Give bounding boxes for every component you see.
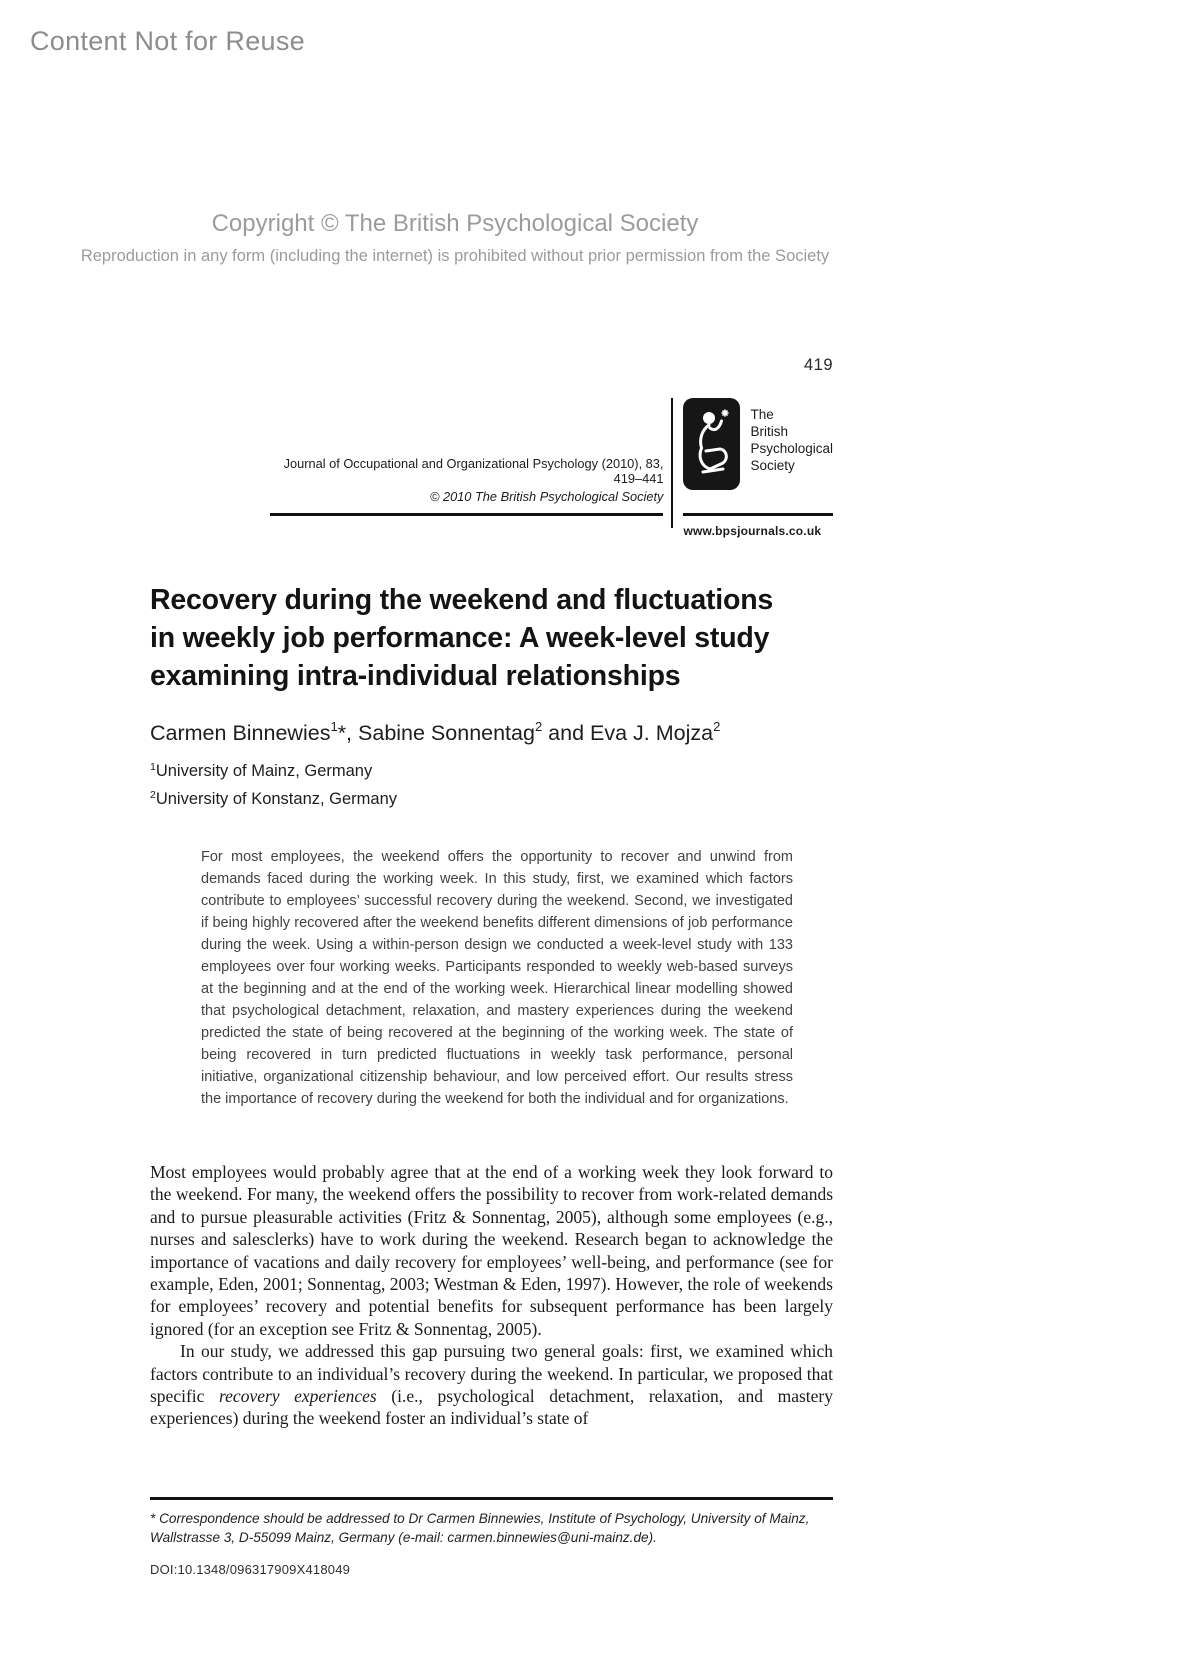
society-name <box>750 398 833 513</box>
watermark-text: Content Not for Reuse <box>30 26 305 56</box>
copyright-banner <box>0 210 910 266</box>
journal-citation-block <box>270 398 663 516</box>
author-name: Eva J. Mojza <box>590 721 714 745</box>
author-separator: and <box>542 721 591 745</box>
journal-citation: Journal of Occupational and Organizational Psychology (2010), 83, 419–441 <box>283 456 664 486</box>
title-line: in weekly job performance: A week-level study <box>150 622 770 654</box>
title-line: Recovery during the weekend and fluctuations <box>150 584 774 616</box>
affiliation-text: University of Mainz, Germany <box>155 762 373 780</box>
body-paragraph <box>150 1340 833 1430</box>
copyright-line: Copyright © The British Psychological Society <box>211 210 699 237</box>
publisher-website: www.bpsjournals.co.uk <box>683 524 822 538</box>
title-line: examining intra-individual relationships <box>150 660 681 692</box>
author-list <box>150 721 720 746</box>
author-name: Carmen Binnewies <box>150 721 331 745</box>
affiliation-line <box>150 758 397 786</box>
article-body <box>150 1161 833 1430</box>
paragraph-emphasis: recovery experiences <box>219 1386 377 1407</box>
reproduction-notice: Reproduction in any form (including the internet) is prohibited without prior permission from the Society <box>80 247 830 265</box>
author-name: Sabine Sonnentag <box>358 721 535 745</box>
publisher-block <box>673 398 833 538</box>
affiliations <box>150 758 397 814</box>
journal-header <box>270 398 833 538</box>
abstract: For most employees, the weekend offers the opportunity to recover and unwind from demands faced during the working week. In this study, first, we examined which factors contribute to employees’ successful recovery during the weekend. Second, we investigated if being highly recovered after the weekend benefits different dimensions of job performance during the week. Using a within-person design we conducted a week-level study with 133 employees over four working weeks. Participants responded to weekly web-based surveys at the beginning and at the end of the working week. Hierarchical linear modelling showed that psychological detachment, relaxation, and mastery experiences during the weekend predicted the state of being recovered at the beginning of the working week. The state of being recovered in turn predicted fluctuations in weekly task performance, personal initiative, organizational citizenship behaviour, and low perceived effort. Our results stress the importance of recovery during the weekend for both the individual and for organizations. <box>201 849 793 1107</box>
affiliation-line <box>150 786 397 814</box>
affiliation-text: University of Konstanz, Germany <box>155 790 398 808</box>
publisher-logo-row <box>683 398 833 516</box>
paragraph-text: (i.e., psychological detachment, relaxation, and mastery experiences) during the weekend foster an individual’s state of <box>150 1386 833 1429</box>
affiliation-marker: 1 <box>150 761 156 773</box>
society-name-line: Society <box>750 458 795 473</box>
author-affiliation-marker: 1 <box>330 719 338 734</box>
bps-logo-svg <box>683 398 740 490</box>
society-name-line: Psychological <box>750 441 833 456</box>
correspondence-footnote: * Correspondence should be addressed to Dr Carmen Binnewies, Institute of Psychology, University of Mainz, Wallstrasse 3, D-55099 Mainz, Germany (e-mail: carmen.binnewies@uni-mainz.de). <box>150 1511 810 1545</box>
author-affiliation-marker: 2 <box>713 719 721 734</box>
bps-society-logo-icon <box>683 398 740 490</box>
footnote-rule <box>150 1497 833 1500</box>
doi: DOI:10.1348/096317909X418049 <box>150 1562 351 1577</box>
paragraph-text: In our study, we addressed this gap pursuing two general goals: first, we examined which factors contribute to an individual’s recovery during the weekend. In particular, we proposed that specific <box>150 1341 833 1407</box>
society-name-line: The <box>750 407 774 422</box>
author-separator: *, <box>337 721 359 745</box>
journal-copyright: © 2010 The British Psychological Society <box>429 489 664 504</box>
page-number: 419 <box>803 356 833 374</box>
article-title <box>150 581 773 695</box>
affiliation-marker: 2 <box>150 789 156 801</box>
society-name-line: British <box>750 424 788 439</box>
author-affiliation-marker: 2 <box>534 719 543 734</box>
body-paragraph: Most employees would probably agree that at the end of a working week they look forward to the weekend. For many, the weekend offers the possibility to recover from work-related demands and to pursue pleasurable activities (Fritz & Sonnentag, 2005), although some employees (e.g., nurses and salesclerks) have to work during the weekend. Research began to acknowledge the importance of vacations and daily recovery for employees’ well-being, and performance (see for example, Eden, 2001; Sonnentag, 2003; Westman & Eden, 1997). However, the role of weekends for employees’ recovery and potential benefits for subsequent performance has been largely ignored (for an exception see Fritz & Sonnentag, 2005). <box>150 1162 833 1339</box>
